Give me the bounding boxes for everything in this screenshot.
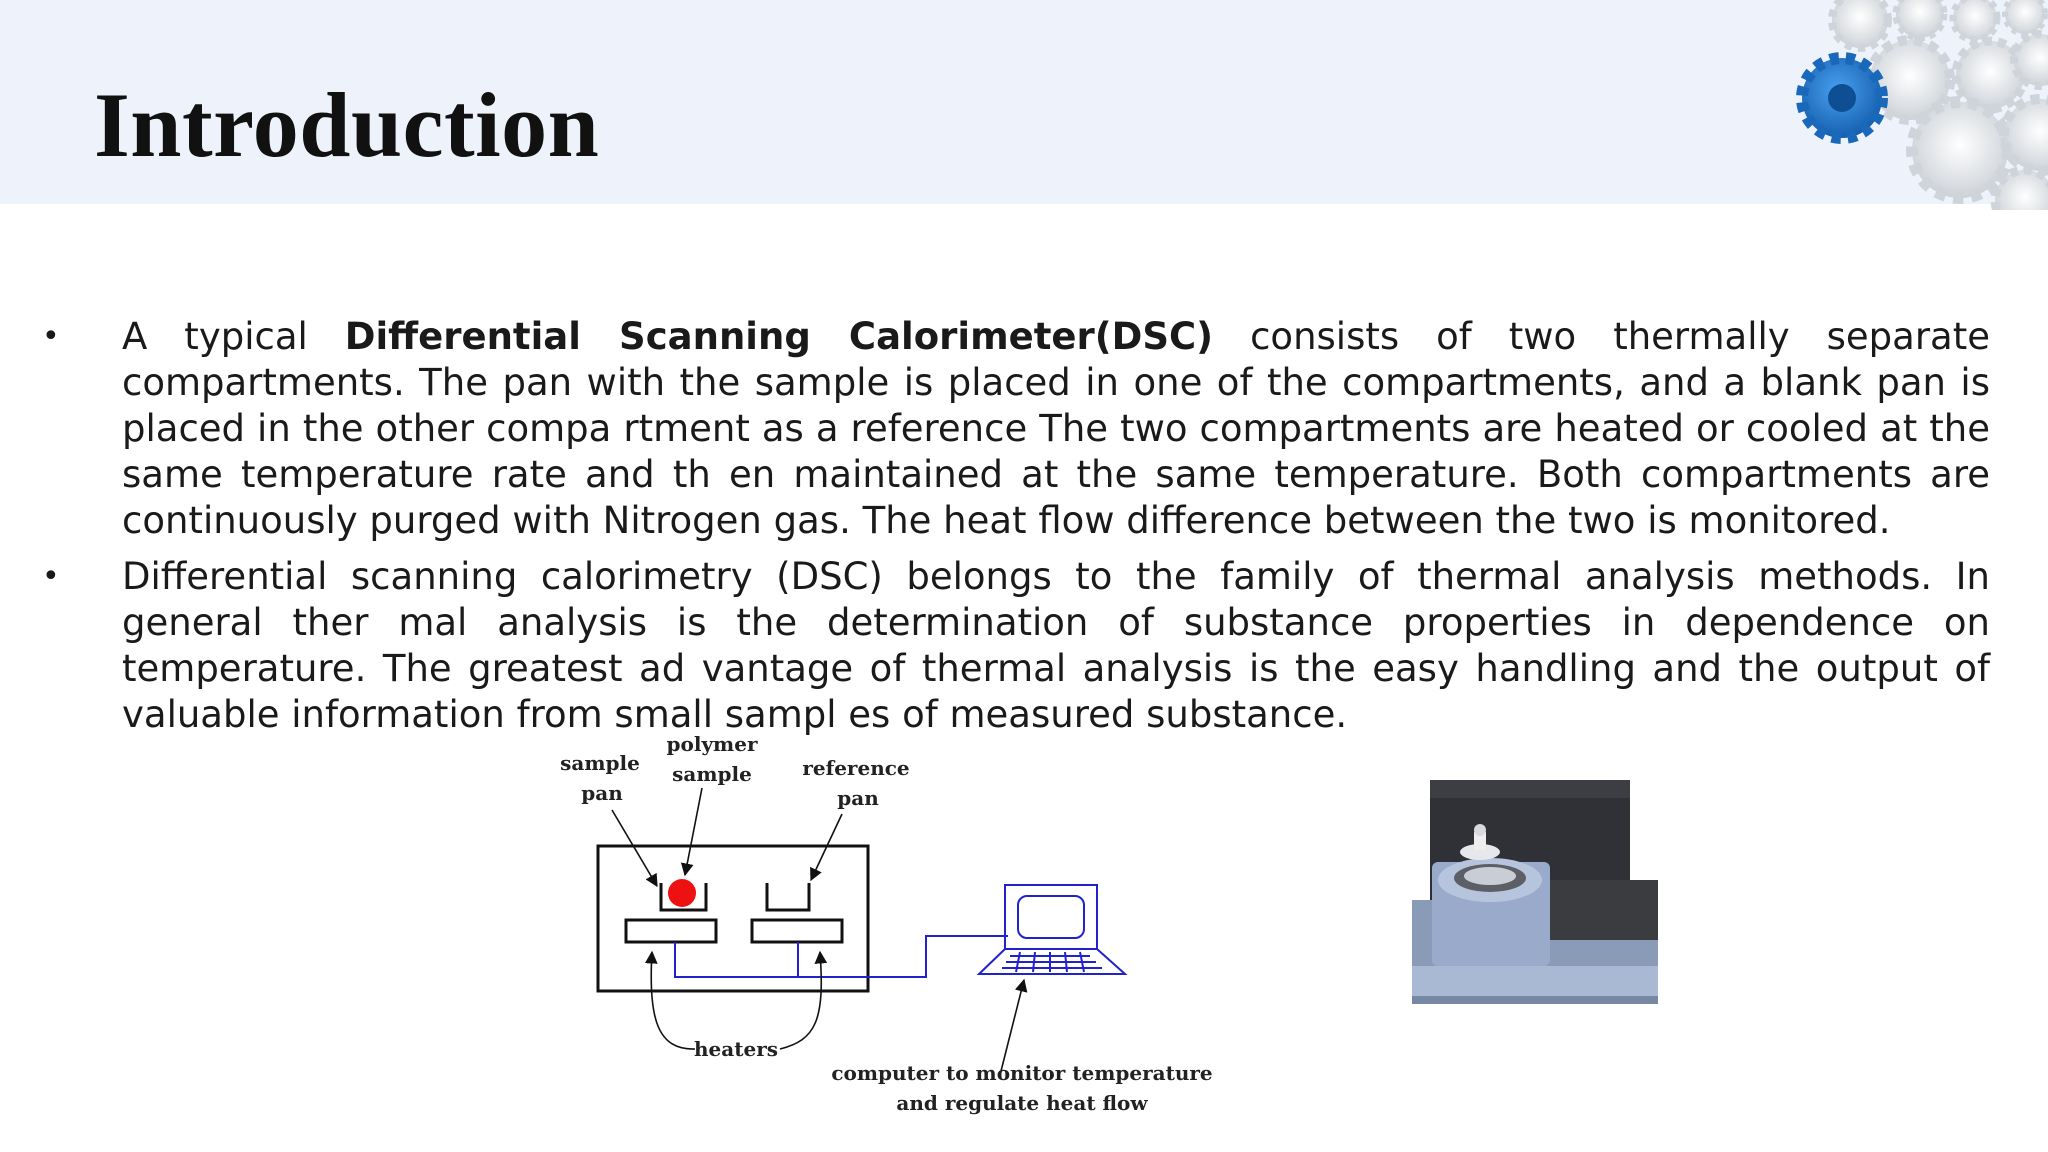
sample-pan-label-line1: sample [560,751,640,775]
gears-decoration [1740,0,2048,210]
reference-pan-shape [767,883,809,910]
arrow [612,810,657,886]
bullet-highlight: Differential Scanning Calorimeter(DSC) [344,315,1214,358]
reference-pan-label-line2: pan [837,786,879,810]
sample-heater [626,920,716,942]
arrow [685,788,702,875]
arrow [651,952,695,1049]
bullet-marker: • [42,559,60,594]
bullet-text: Differential scanning calorimetry (DSC) belongs to the family of thermal analysis methods. In general ther mal analysis is the determination of substance properties in dependence on temperature. The greatest ad vantage of thermal analysis is the easy handling and the output of valuable information from small sampl es of measured substance. [122,555,1990,736]
bullet-text: consists of two thermally separate compartments. The pan with the sample is placed in one of the compartments, and a blank pan is placed in the other compa rtment as a reference The two compartments are heated or cooled at the same temperature rate and th en maintained at the same temperature. Both compartments are continuously purged with Nitrogen gas. The heat flow difference between the two is monitored. [122,315,1990,542]
arrow [780,952,821,1049]
bullet-marker: • [42,319,60,354]
computer-label-line1: computer to monitor temperature [831,1061,1213,1085]
blue-gear-icon [1802,58,1882,138]
heaters-label: heaters [694,1037,778,1061]
sample-pan-label-line2: pan [581,781,623,805]
slide-title: Introduction [94,74,600,176]
reference-heater [752,920,842,942]
polymer-sample-dot [668,879,696,907]
bullet-list [40,314,1990,748]
polymer-sample-label-line2: sample [672,762,752,786]
dsc-diagram [540,720,1240,1120]
computer-label-line2: and regulate heat flow [896,1091,1148,1115]
reference-pan-label-line1: reference [802,756,910,780]
bullet-text: A typical [122,315,345,358]
polymer-sample-label-line1: polymer [666,732,758,756]
computer-icon [979,885,1125,974]
bullet-item-thermal-analysis [40,554,1990,738]
bullet-item-dsc [40,314,1990,544]
dsc-instrument-image [1400,770,1670,1040]
